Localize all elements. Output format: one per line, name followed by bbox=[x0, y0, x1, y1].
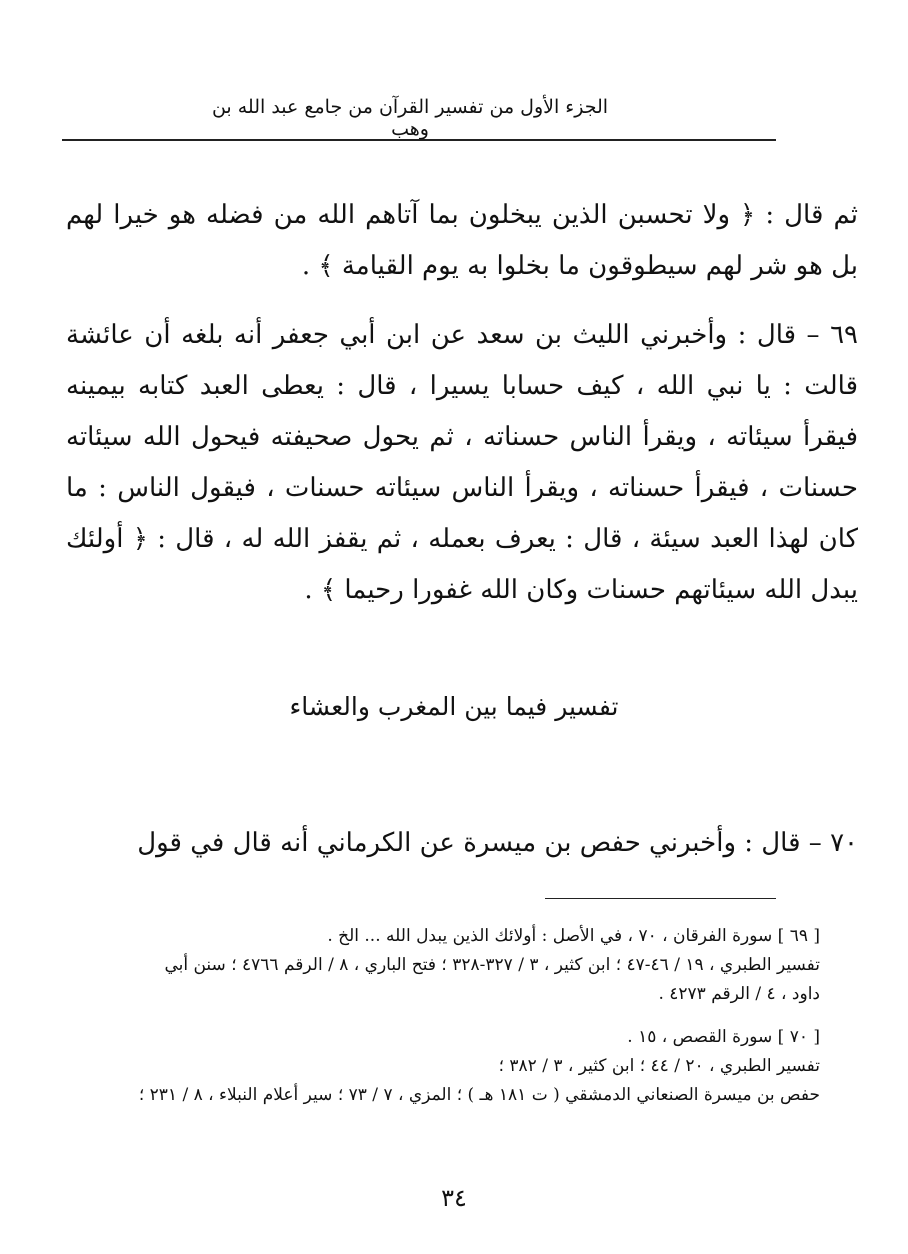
footnote-69-line-3: داود ، ٤ / الرقم ٤٢٧٣ . bbox=[658, 984, 820, 1004]
header-divider bbox=[62, 139, 776, 142]
body-paragraph-3: ٧٠ – قال : وأخبرني حفص بن ميسرة عن الكرماني أنه قال في قول bbox=[137, 828, 858, 858]
footnote-69-line-2: تفسير الطبري ، ١٩ / ٤٦-٤٧ ؛ ابن كثير ، ٣ / ٣٢٧-٣٢٨ ؛ فتح الباري ، ٨ / الرقم ٤٧٦٦ ؛ سنن أبي bbox=[164, 955, 820, 975]
page-number: ٣٤ bbox=[441, 1184, 467, 1212]
footnote-divider bbox=[545, 898, 776, 899]
footnote-spacer bbox=[50, 1009, 820, 1023]
footnote-70-line-2: تفسير الطبري ، ٢٠ / ٤٤ ؛ ابن كثير ، ٣ / ٣٨٢ ؛ bbox=[498, 1056, 820, 1076]
footnotes bbox=[50, 922, 820, 1110]
body-paragraph-1: ثم قال : ﴿ ولا تحسبن الذين يبخلون بما آتاهم الله من فضله هو خيرا لهم بل هو شر لهم سيطوقون ما بخلوا به يوم القيامة ﴾ . bbox=[66, 200, 858, 281]
running-header: الجزء الأول من تفسير القرآن من جامع عبد الله بن وهب bbox=[211, 96, 609, 140]
footnote-69-line-1: [ ٦٩ ] سورة الفرقان ، ٧٠ ، في الأصل : أولائك الذين يبدل الله ... الخ . bbox=[327, 926, 820, 946]
body-paragraph-2: ٦٩ – قال : وأخبرني الليث بن سعد عن ابن أبي جعفر أنه بلغه أن عائشة قالت : يا نبي الله ، كيف حسابا يسيرا ، قال : يعطى العبد كتابه بيمينه فيقرأ سيئاته ، ويقرأ الناس حسناته ، ثم يحول صحيفته فيحول الله سيئاته حسنات ، فيقرأ حسناته ، ويقرأ الناس سيئاته حسنات ، فيقول الناس : ما كان لهذا العبد سيئة ، قال : يعرف بعمله ، ثم يقفز الله له ، قال : ﴿ أولئك يبدل الله سيئاتهم حسنات وكان الله غفورا رحيما ﴾ . bbox=[66, 320, 858, 605]
footnote-70-line-3: حفص بن ميسرة الصنعاني الدمشقي ( ت ١٨١ هـ ) ؛ المزي ، ٧ / ٧٣ ؛ سير أعلام النبلاء ، ٨ / ٢٣١ ؛ bbox=[138, 1085, 820, 1105]
footnote-70-line-1: [ ٧٠ ] سورة القصص ، ١٥ . bbox=[627, 1027, 820, 1047]
section-title: تفسير فيما بين المغرب والعشاء bbox=[289, 692, 619, 721]
